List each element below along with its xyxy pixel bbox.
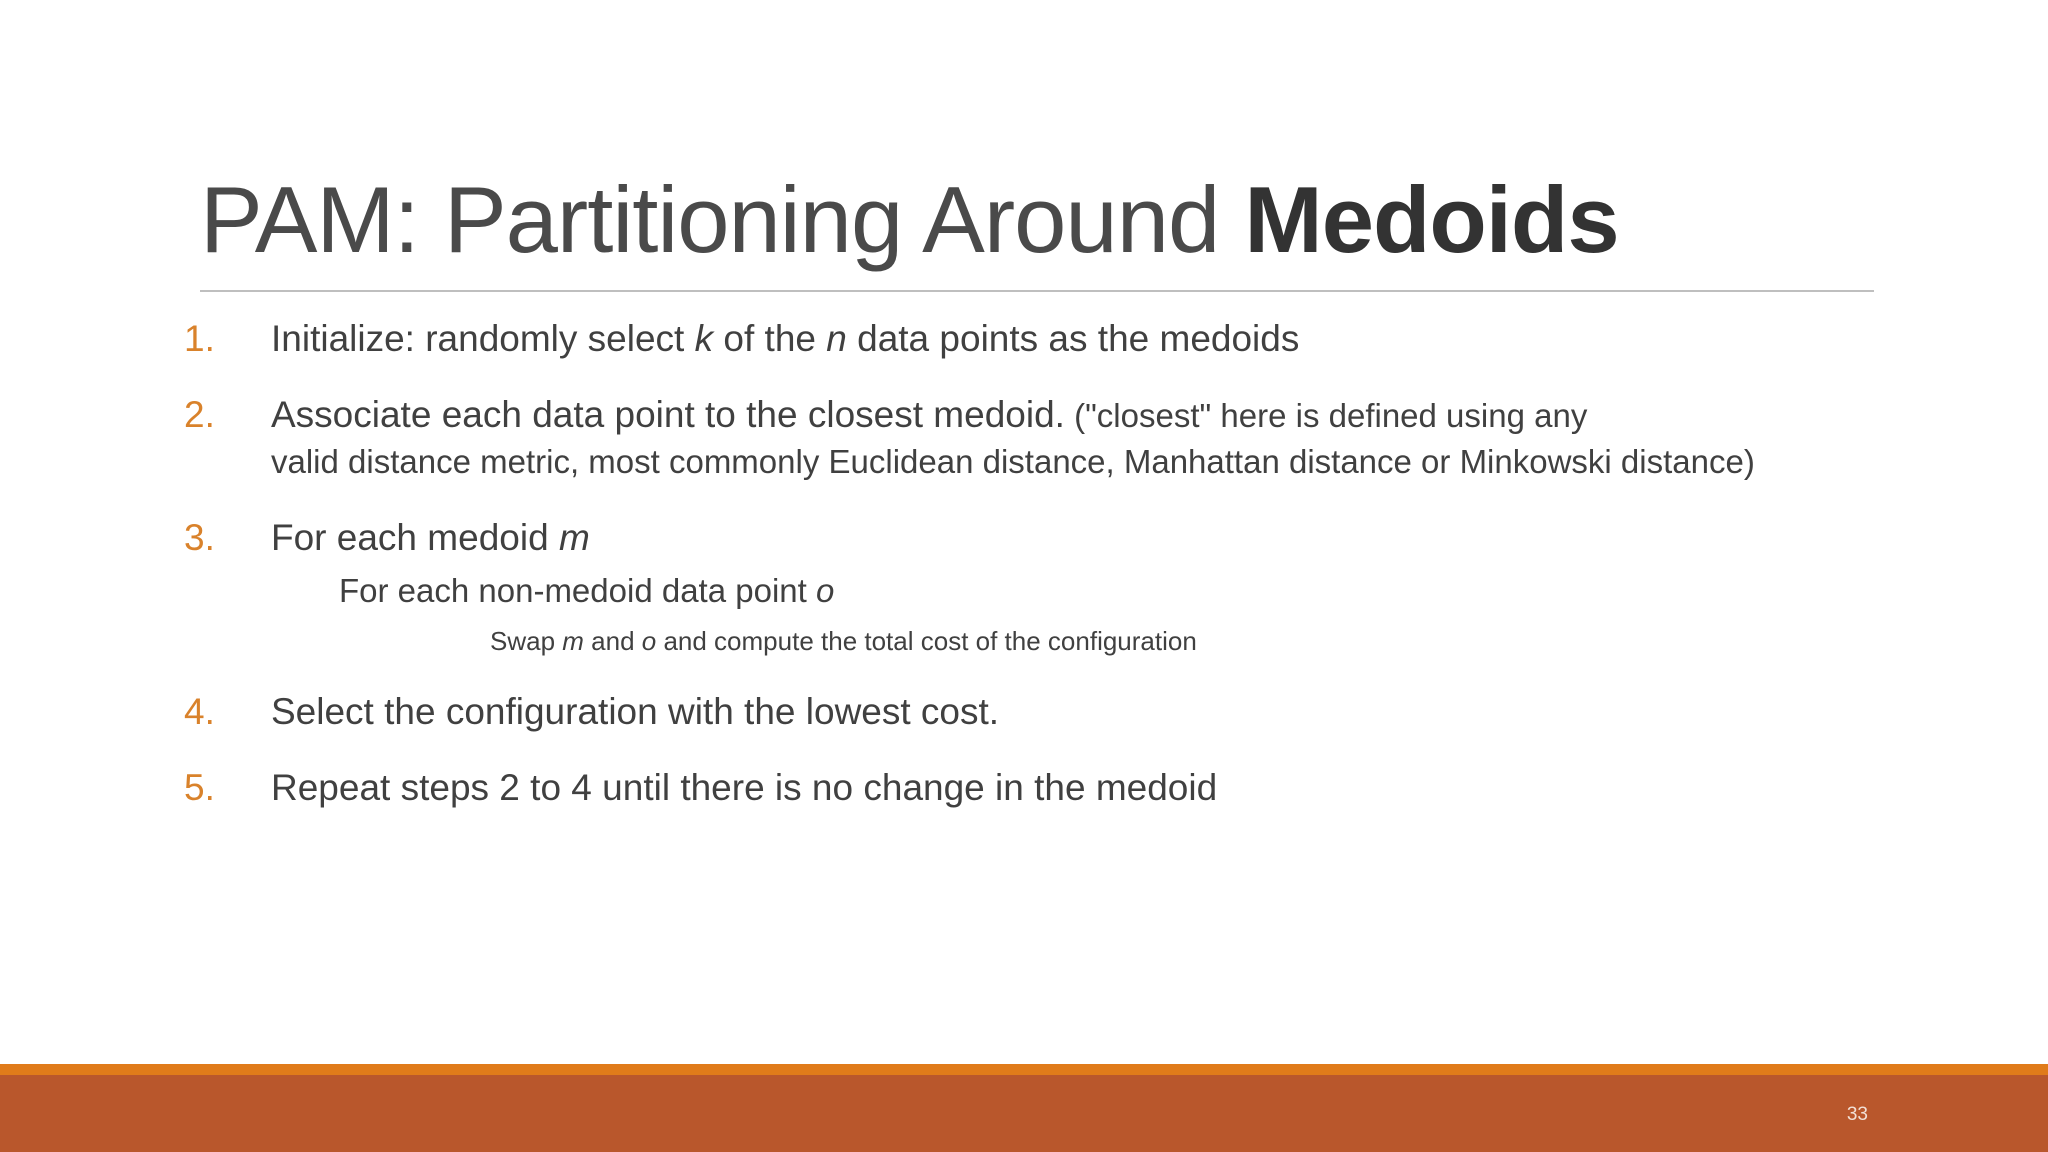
step-text [271, 314, 1880, 364]
step-text [271, 390, 1880, 441]
step-continuation: valid distance metric, most commonly Euclidean distance, Manhattan distance or Minkowski distance) [271, 443, 1755, 480]
step-2 [180, 390, 1880, 483]
variable-o: o [641, 626, 657, 656]
footer-band [0, 1075, 2048, 1152]
step-number: 2. [184, 394, 215, 435]
step-text: Select the configuration with the lowest cost. [271, 691, 1000, 732]
substep-text: and [583, 626, 642, 656]
step-text-part: For each medoid [271, 517, 559, 558]
variable-k: k [694, 318, 714, 359]
variable-m: m [558, 517, 590, 558]
substep-level-2 [271, 621, 1880, 661]
step-number: 1. [184, 318, 215, 359]
step-number: 5. [184, 767, 215, 808]
step-number: 4. [184, 691, 215, 732]
step-5 [180, 763, 1880, 813]
variable-m: m [562, 626, 584, 656]
step-text-part: data points as the medoids [846, 318, 1300, 359]
step-text [271, 513, 1880, 563]
title-divider [200, 290, 1874, 292]
step-text-part: of the [713, 318, 827, 359]
substep-level-1 [271, 567, 1880, 615]
substep-text: Swap [490, 626, 563, 656]
step-main-text: Associate each data point to the closest medoid. [271, 394, 1065, 435]
substep-text: For each non-medoid data point [339, 572, 816, 609]
step-1 [180, 314, 1880, 364]
slide-title [200, 168, 1619, 271]
step-text-part: Initialize: randomly select [271, 318, 695, 359]
step-3 [180, 513, 1880, 661]
variable-n: n [826, 318, 847, 359]
step-text: Repeat steps 2 to 4 until there is no change in the medoid [271, 767, 1218, 808]
variable-o: o [815, 572, 835, 609]
footer-accent-stripe [0, 1064, 2048, 1075]
step-note: ("closest" here is defined using any [1064, 397, 1588, 434]
steps-list [180, 314, 1880, 813]
slide-title-light: PAM: Partitioning Around [200, 167, 1245, 272]
substep-text: and compute the total cost of the configuration [656, 626, 1197, 656]
step-number: 3. [184, 517, 215, 558]
page-number: 33 [1846, 1104, 1868, 1125]
step-4 [180, 687, 1880, 737]
slide-title-bold: Medoids [1244, 167, 1619, 272]
